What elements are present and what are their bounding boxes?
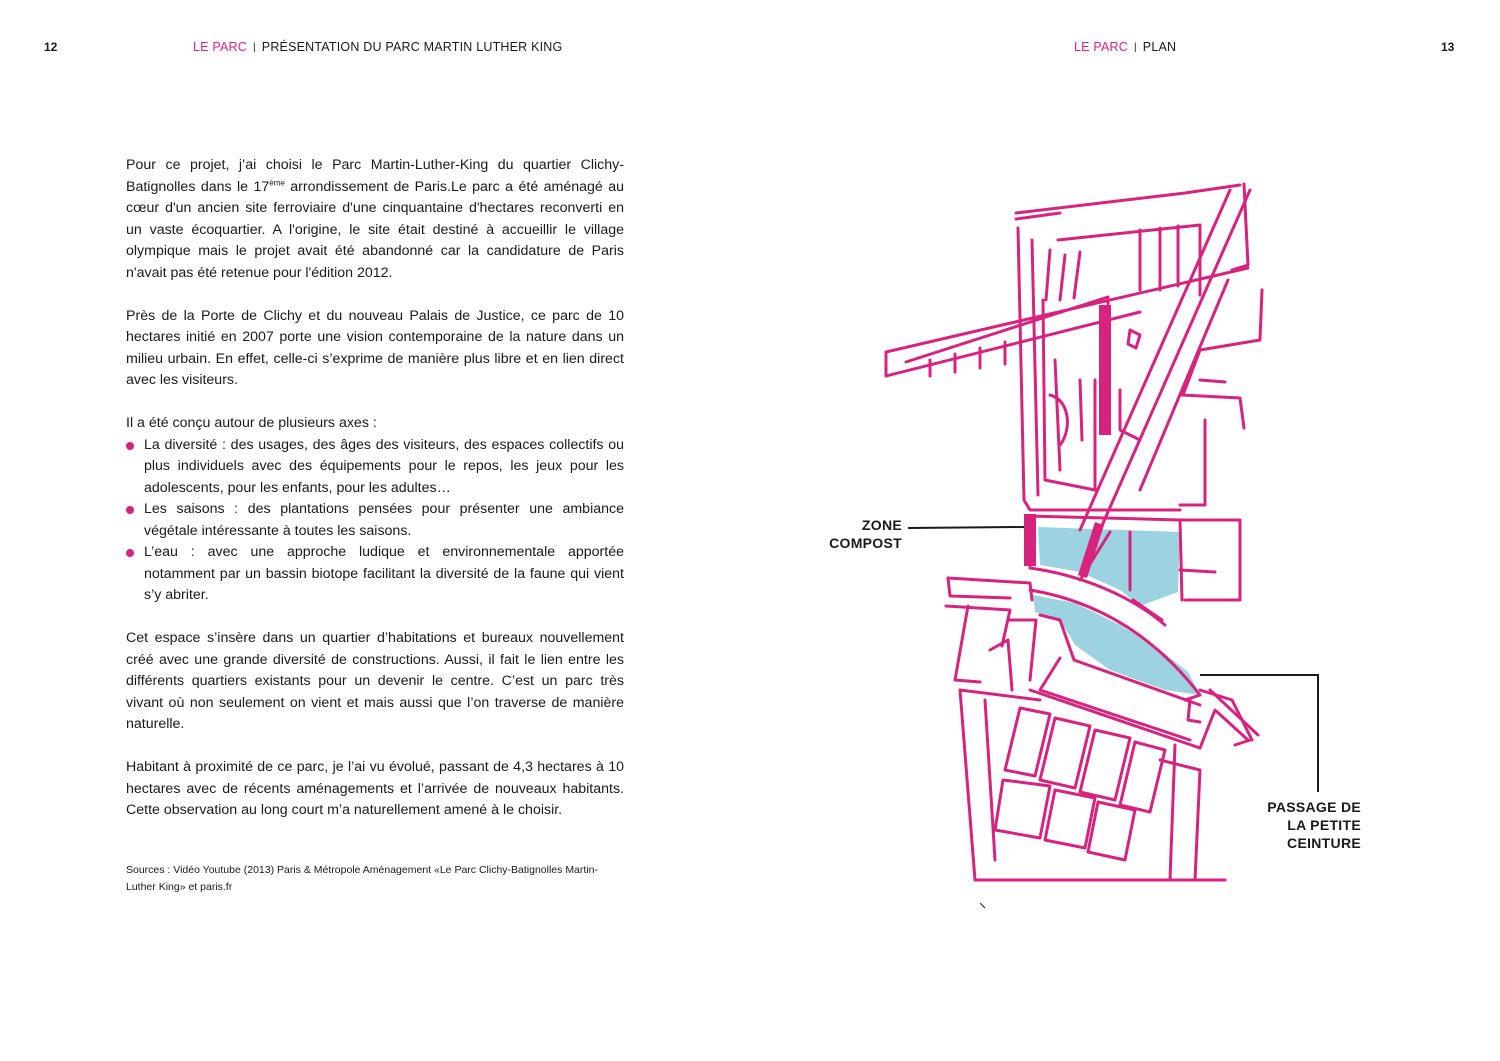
paragraph-neighborhood: Cet espace s’insère dans un quartier d’habitations et bureaux nouvellement créé avec une grande diversité de constructions. Aussi, il fait le lien entre les différents quartiers existants pour un devenir le centre. C’est un parc très vivant où non seulement on vient et mais aussi que l’on traverse de manière naturelle. xyxy=(126,630,624,732)
list-item-text: L’eau : avec une approche ludique et environnementale apportée notamment par un bassin biotope facilitant la diversité de la faune qui vient s’y abriter. xyxy=(144,544,624,603)
paragraph-intro-part2: arrondissement de Paris.Le parc a été aménagé au cœur d'un ancien site ferroviaire d'une cinquantaine d'hectares reconverti en un vaste écoquartier. A l'origine, le site était destiné à accueillir le village olympique mais le projet avait été abandonné car la candidature de Paris n'avait pas été retenue pour l'édition 2012. xyxy=(126,178,625,281)
header-separator: | xyxy=(1133,42,1137,53)
label-passage-line: CEINTURE xyxy=(1287,835,1361,851)
label-passage-line: PASSAGE DE xyxy=(1267,799,1361,815)
water-areas xyxy=(1033,527,1200,695)
header-section-left: LE PARC xyxy=(193,40,247,54)
list-item-text: Les saisons : des plantations pensées pour présenter une ambiance végétale intéressante à toutes les saisons. xyxy=(144,501,624,539)
header-title-left: PRÉSENTATION DU PARC MARTIN LUTHER KING xyxy=(261,40,563,54)
compost-zone xyxy=(1024,514,1036,566)
paragraph-intro-part1: Pour ce projet, j’ai choisi le Parc Martin-Luther-King du quartier Clichy-Batignolles dans le 17 xyxy=(126,157,624,195)
label-passage-line: LA PETITE xyxy=(1287,817,1361,833)
page-number-left: 12 xyxy=(44,40,58,54)
paragraph-location: Près de la Porte de Clichy et du nouveau Palais de Justice, ce parc de 10 hectares initié en 2007 porte une vision contemporaine de la nature dans un milieu urbain. En effet, celle-ci s’exprime de manière plus libre et en lien direct avec les visiteurs. xyxy=(126,307,624,388)
list-item-text: La diversité : des usages, des âges des visiteurs, des espaces collectifs ou plus individuels avec des équipements pour le repos, les jeux pour les adolescents, pour les enfants, pour les adultes… xyxy=(144,436,624,496)
sources-note: Sources : Vidéo Youtube (2013) Paris & Métropole Aménagement «Le Parc Clichy-Batignolles Martin-Luther King» et paris.fr xyxy=(126,864,598,893)
label-passage-petite-ceinture xyxy=(1240,798,1361,852)
label-zone-compost xyxy=(800,516,902,552)
label-zone-line: COMPOST xyxy=(829,535,902,551)
paragraph-personal: Habitant à proximité de ce parc, je l’ai vu évolué, passant de 4,3 hectares à 10 hectares avec de récents aménagements et l’arrivée de nouveaux habitants. Cette observation au long court m’a naturellement amené à le choisir. xyxy=(126,759,624,818)
page-number-right: 13 xyxy=(1441,40,1455,54)
magenta-strip xyxy=(1099,305,1111,435)
axes-intro: Il a été conçu autour de plusieurs axes : xyxy=(126,415,377,431)
label-zone-line: ZONE xyxy=(861,517,902,533)
header-separator: | xyxy=(252,42,256,53)
superscript: ème xyxy=(269,177,285,187)
header-title-right: PLAN xyxy=(1142,40,1177,54)
header-section-right: LE PARC xyxy=(1074,40,1128,54)
